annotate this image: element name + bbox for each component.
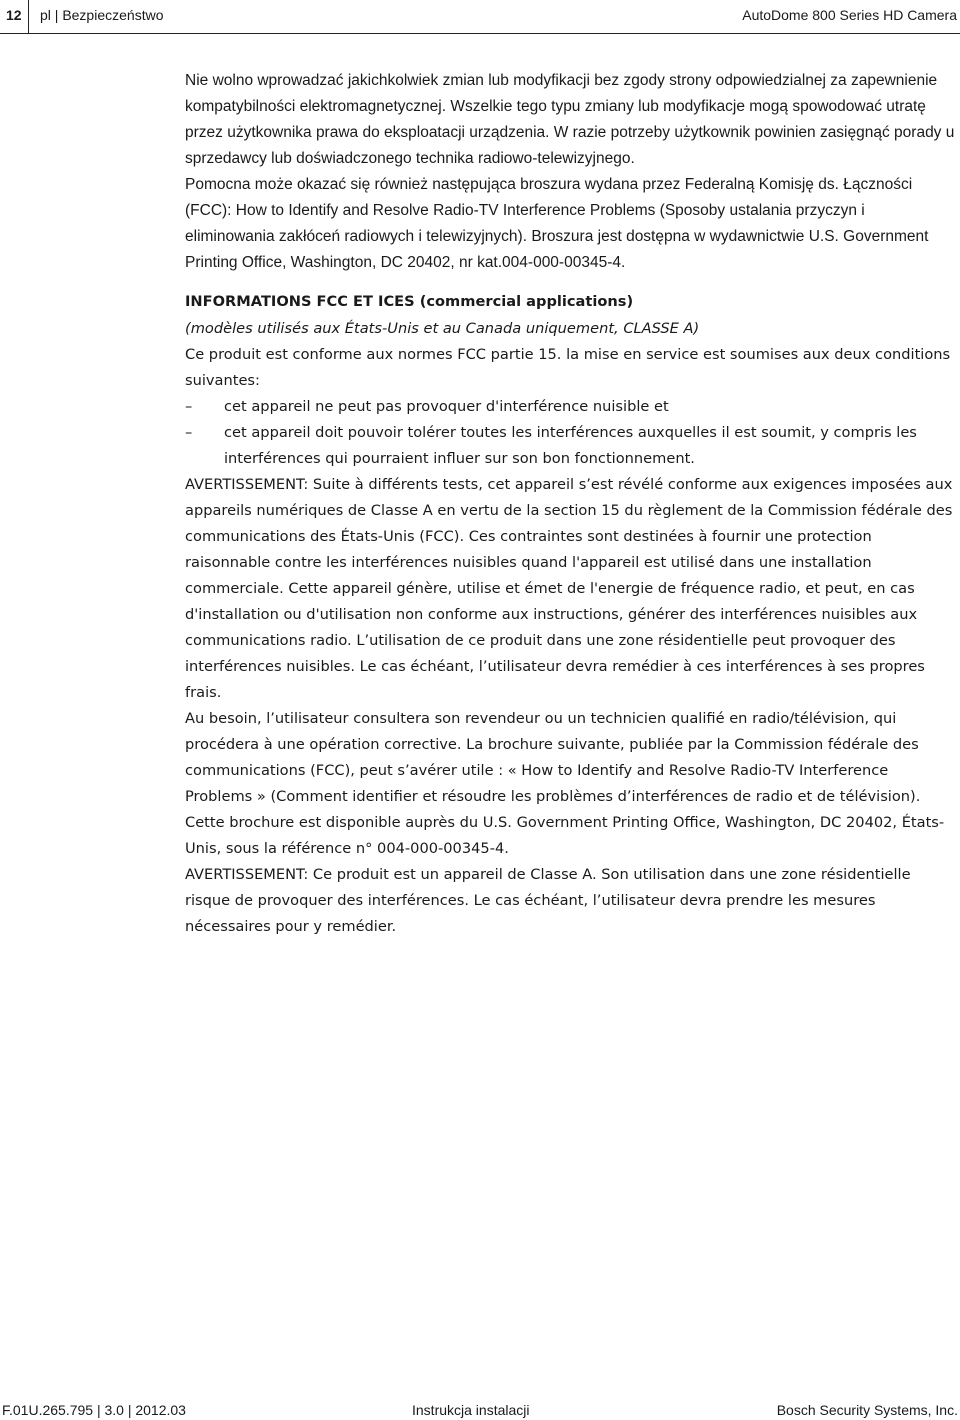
- page-number: 12: [6, 7, 22, 23]
- header-divider: [28, 0, 29, 34]
- dash-bullet: –: [185, 424, 193, 441]
- header-rule: [0, 33, 960, 34]
- company-name: Bosch Security Systems, Inc.: [776, 1402, 958, 1418]
- condition-item-1: [185, 394, 957, 420]
- fcc-ices-subheading: (modèles utilisés aux États-Unis et au Canada uniquement, CLASSE A): [185, 320, 700, 337]
- polish-paragraph-brochure: Pomocna może okazać się również następująca broszura wydana przez Federalną Komisję ds. Łączności (FCC): How to Identify and Resolve Radio-TV Interference Problems (Sposoby ustalania przyczyn i eliminowania zakłóceń radiowych i telewizyjnych). Broszura jest dostępna w wydawnictwie U.S. Government Printing Office, Washington, DC 20402, nr kat.004-000-00345-4.: [185, 176, 929, 271]
- product-name: AutoDome 800 Series HD Camera: [742, 7, 957, 23]
- compliance-intro: Ce produit est conforme aux normes FCC partie 15. la mise en service est soumises aux deux conditions suivantes:: [185, 346, 951, 389]
- page-header: [0, 0, 960, 34]
- document-id: F.01U.265.795 | 3.0 | 2012.03: [2, 1402, 186, 1418]
- section-spacer: [185, 276, 957, 288]
- paragraph-consult-dealer: Au besoin, l’utilisateur consultera son revendeur ou un technicien qualifié en radio/télévision, qui procédera à une opération corrective. La brochure suivante, publiée par la Commission fédérale des communications (FCC), peut s’avérer utile : « How to Identify and Resolve Radio-TV Interference Problems » (Comment identifier et résoudre les problèmes d’interférences de radio et de télévision). Cette brochure est disponible auprès du U.S. Government Printing Office, Washington, DC 20402, États-Unis, sous la référence n° 004-000-00345-4.: [185, 710, 945, 857]
- fcc-ices-heading: INFORMATIONS FCC ET ICES (commercial applications): [185, 293, 634, 310]
- section-title: pl | Bezpieczeństwo: [40, 7, 164, 23]
- dash-bullet: –: [185, 398, 193, 415]
- document-type: Instrukcja instalacji: [412, 1402, 530, 1418]
- condition-text: cet appareil ne peut pas provoquer d'interférence nuisible et: [224, 398, 669, 415]
- polish-paragraph-modifications: Nie wolno wprowadzać jakichkolwiek zmian lub modyfikacji bez zgody strony odpowiedzialnej za zapewnienie kompatybilności elektromagnetycznej. Wszelkie tego typu zmiany lub modyfikacje mogą spowodować utratę przez użytkownika prawa do eksploatacji urządzenia. W razie potrzeby użytkownik powinien zasięgnąć porady u sprzedawcy lub doświadczonego technika radiowo-telewizyjnego.: [185, 72, 955, 167]
- page-body: [185, 68, 957, 940]
- condition-item-2: [185, 420, 957, 472]
- warning-paragraph-residential: AVERTISSEMENT: Ce produit est un appareil de Classe A. Son utilisation dans une zone résidentielle risque de provoquer des interférences. Le cas échéant, l’utilisateur devra prendre les mesures nécessaires pour y remédier.: [185, 866, 911, 935]
- warning-paragraph-class-a: AVERTISSEMENT: Suite à différents tests, cet appareil s’est révélé conforme aux exigences imposées aux appareils numériques de Classe A en vertu de la section 15 du règlement de la Commission fédérale des communications des États-Unis (FCC). Ces contraintes sont destinées à fournir une protection raisonnable contre les interférences nuisibles quand l'appareil est utilisé dans une installation commerciale. Cette appareil génère, utilise et émet de l'energie de fréquence radio, et peut, en cas d'installation ou d'utilisation non conforme aux instructions, générer des interférences nuisibles aux communications radio. L’utilisation de ce produit dans une zone résidentielle peut provoquer des interférences nuisibles. Le cas échéant, l’utilisateur devra remédier à ces interférences à ses propres frais.: [185, 476, 953, 701]
- page-footer: [0, 1402, 960, 1420]
- condition-text: cet appareil doit pouvoir tolérer toutes les interférences auxquelles il est soumit, y compris les interférences qui pourraient influer sur son bon fonctionnement.: [224, 424, 917, 467]
